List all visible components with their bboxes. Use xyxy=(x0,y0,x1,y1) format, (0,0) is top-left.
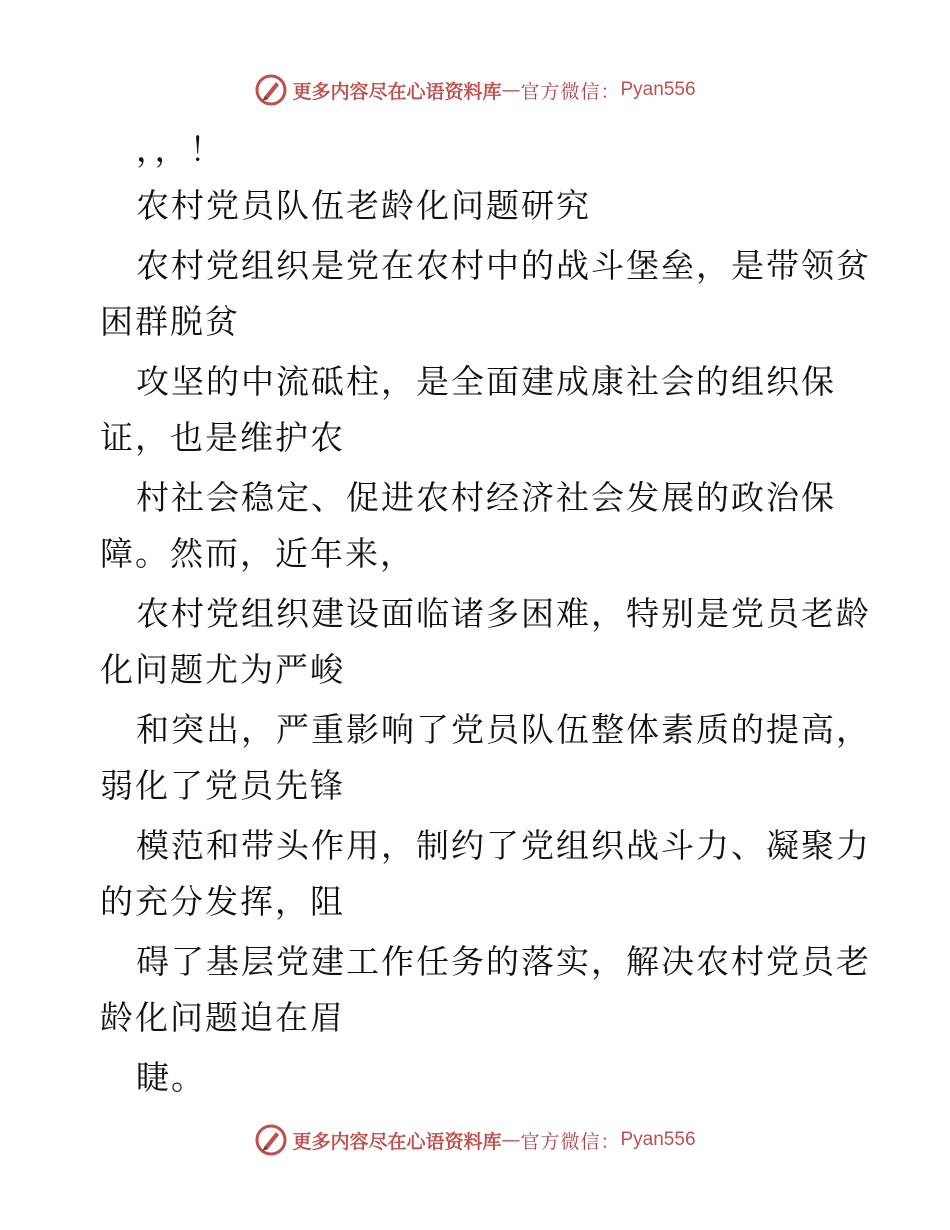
text-line: 农村党组织是党在农村中的战斗堡垒，是带领贫 xyxy=(136,246,871,285)
header-watermark xyxy=(0,70,950,110)
watermark-sub-text: 官方微信： xyxy=(520,1130,621,1153)
text-line: 睫。 xyxy=(136,1058,206,1097)
watermark-id: Pyan556 xyxy=(620,79,696,100)
watermark-sub-text: 官方微信： xyxy=(520,80,621,103)
watermark-main-text: 更多内容尽在心语资料库 xyxy=(292,80,502,103)
text-line: ，，！ xyxy=(136,130,225,169)
footer-watermark xyxy=(0,1120,950,1160)
text-line: 农村党组织建设面临诸多困难，特别是党员老龄 xyxy=(136,594,871,633)
watermark-main-text: 更多内容尽在心语资料库 xyxy=(292,1130,502,1153)
text-line: 模范和带头作用，制约了党组织战斗力、凝聚力 xyxy=(136,826,871,865)
text-line: 困群脱贫 xyxy=(100,302,240,341)
text-line: 和突出，严重影响了党员队伍整体素质的提高， xyxy=(136,710,871,749)
text-line: 龄化问题迫在眉 xyxy=(100,998,345,1037)
text-line: 障。然而，近年来， xyxy=(100,534,415,573)
text-line: 的充分发挥，阻 xyxy=(100,882,345,921)
watermark-dash: — xyxy=(501,1129,521,1151)
text-line: 村社会稳定、促进农村经济社会发展的政治保 xyxy=(136,478,836,517)
text-line: 弱化了党员先锋 xyxy=(100,766,345,805)
watermark-id: Pyan556 xyxy=(620,1129,696,1150)
pen-logo-icon xyxy=(254,73,288,107)
text-line: 化问题尤为严峻 xyxy=(100,650,345,689)
text-line: 攻坚的中流砥柱，是全面建成康社会的组织保 xyxy=(136,362,836,401)
document-title: 农村党员队伍老龄化问题研究 xyxy=(136,186,591,225)
text-line: 证，也是维护农 xyxy=(100,418,345,457)
pen-logo-icon xyxy=(254,1123,288,1157)
text-line: 碍了基层党建工作任务的落实，解决农村党员老 xyxy=(136,942,871,981)
watermark-dash: — xyxy=(501,79,521,101)
